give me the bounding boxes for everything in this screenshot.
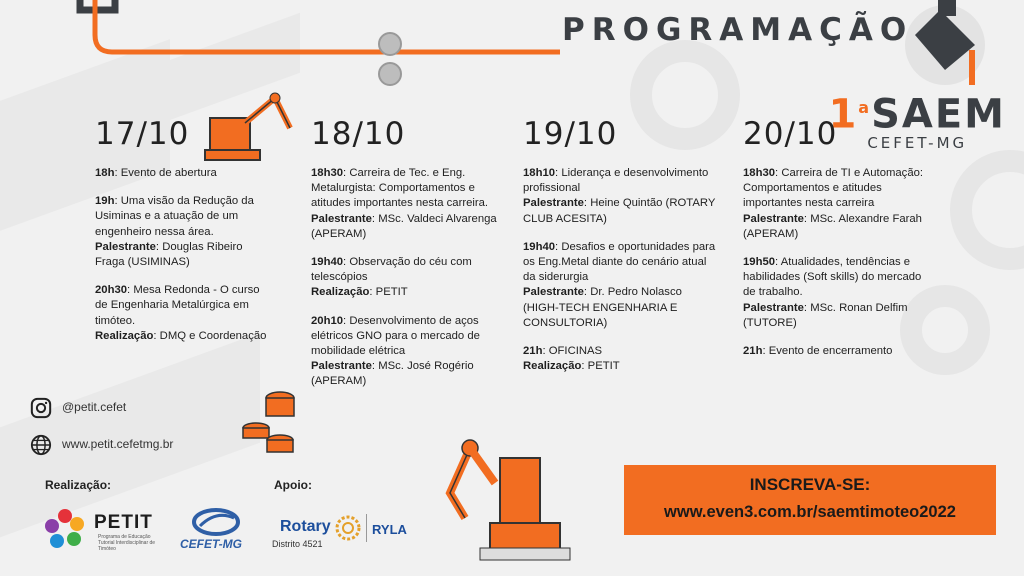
schedule-item: 18h: Evento de abertura <box>95 167 217 179</box>
saem-name: SAEM <box>871 91 1006 138</box>
saem-ordinal: a <box>858 98 872 117</box>
schedule-item: 19h: Uma visão da Redução da Usiminas e a atuação de um engenheiro nessa área. Palestrante: Douglas Ribeiro Fraga (USIMINAS) <box>95 195 254 269</box>
schedule-item: 18h30: Carreira de Tec. e Eng. Metalurgista: Comportamentos e atitudes importantes nesta carreira. Palestrante: MSc. Valdeci Alvarenga (APERAM) <box>311 167 497 240</box>
rotary-wheel-icon <box>335 515 361 541</box>
hopper-icon <box>900 0 1010 95</box>
orange-pipe-decoration <box>0 0 560 100</box>
petit-flower-icon <box>42 506 88 552</box>
petit-logo: PETIT Programa de Educação Tutorial Interdisciplinar de Timóteo <box>42 506 167 556</box>
rotary-logo: Rotary Distrito 4521 RYLA <box>272 512 422 557</box>
schedule-item: 18h10: Liderança e desenvolvimento profissional Palestrante: Heine Quintão (ROTARY CLUB ACESITA) <box>523 167 716 225</box>
crucibles-icon <box>240 388 300 463</box>
realizacao-label: Realização: <box>45 478 112 492</box>
day-date: 19/10 <box>523 116 618 152</box>
page-title: PROGRAMAÇÃO <box>562 12 914 48</box>
saem-subtitle: CEFET-MG <box>867 134 968 153</box>
instagram-link[interactable]: @petit.cefet <box>30 397 126 419</box>
schedule-item: 21h: OFICINAS Realização: PETIT <box>523 345 620 373</box>
schedule-item: 20h30: Mesa Redonda - O curso de Engenharia Metalúrgica em timóteo. Realização: DMQ e Coordenação <box>95 284 267 342</box>
day-column-3 <box>523 116 718 387</box>
saem-number: 1 <box>828 91 859 138</box>
schedule-item: 19h40: Desafios e oportunidades para os Eng.Metal diante do cenário atual da siderurgia Palestrante: Dr. Pedro Nolasco (HIGH-TECH ENGENHARIA E CONSULTORIA) <box>523 240 716 329</box>
day-column-1 <box>95 116 275 357</box>
background-gear-icon <box>950 150 1024 270</box>
schedule-item: 19h40: Observação do céu com telescópios Realização: PETIT <box>311 256 472 299</box>
globe-icon <box>30 434 52 456</box>
day-date: 20/10 <box>743 116 838 152</box>
day-date: 17/10 <box>95 116 190 152</box>
day-date: 18/10 <box>311 116 406 152</box>
signup-label: INSCREVA-SE: <box>749 475 871 494</box>
apoio-label: Apoio: <box>274 478 312 492</box>
schedule-item: 18h30: Carreira de TI e Automação: Comportamentos e atitudes importantes nesta carreira Palestrante: MSc. Alexandre Farah (APERAM) <box>743 167 924 240</box>
cefet-emblem-icon <box>186 506 246 536</box>
schedule-item: 19h50: Atualidades, tendências e habilidades (Soft skills) do mercado de trabalho. Palestrante: MSc. Ronan Delfim (TUTORE) <box>743 256 922 329</box>
cefet-logo: CEFET-MG <box>178 506 253 556</box>
instagram-icon <box>30 397 52 419</box>
industrial-robot-icon <box>440 428 575 573</box>
day-column-4 <box>743 116 933 372</box>
website-link[interactable]: www.petit.cefetmg.br <box>30 434 173 456</box>
signup-url[interactable]: www.even3.com.br/saemtimoteo2022 <box>664 503 956 521</box>
schedule-item: 20h10: Desenvolvimento de aços elétricos GNO para o mercado de mobilidade elétrica Palestrante: MSc. José Rogério (APERAM) <box>311 314 480 388</box>
signup-banner[interactable] <box>624 465 996 535</box>
day-column-2 <box>311 116 501 403</box>
schedule-item: 21h: Evento de encerramento <box>743 345 893 358</box>
